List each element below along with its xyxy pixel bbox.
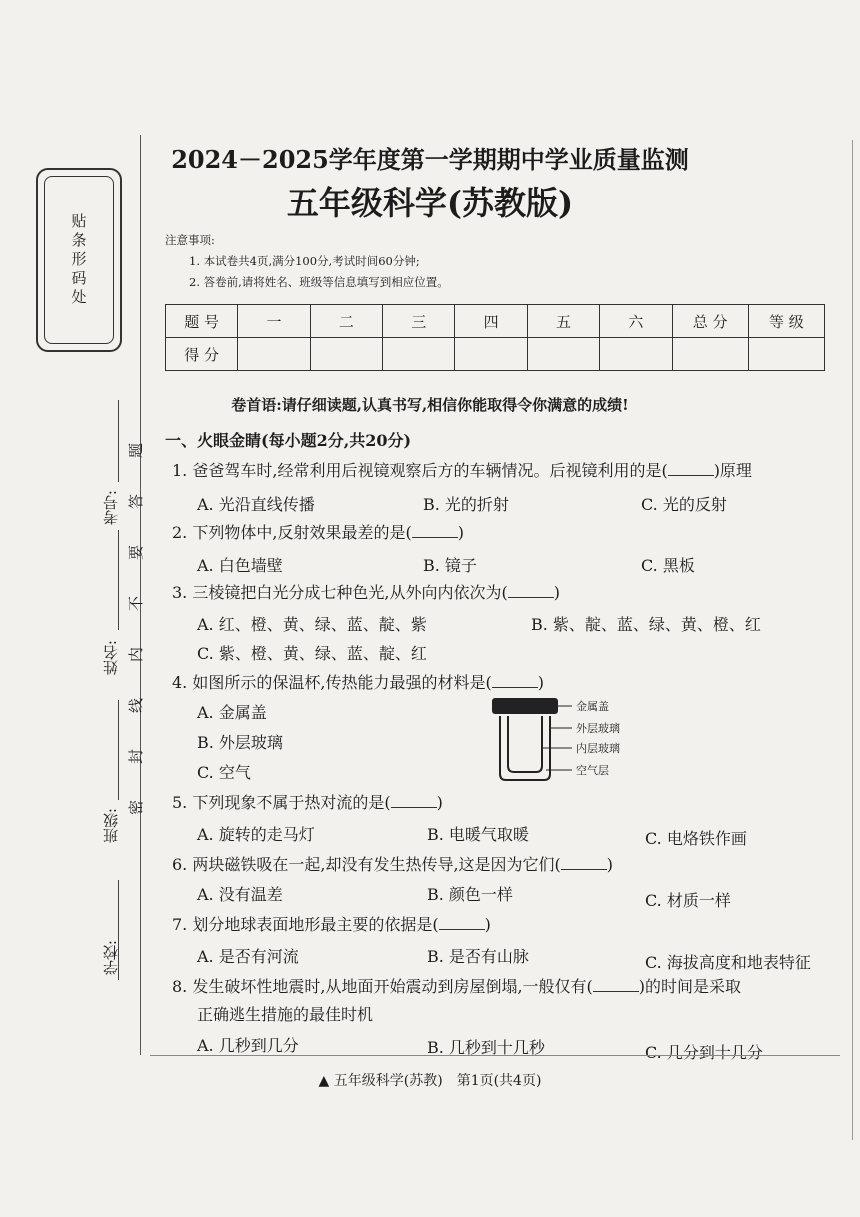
option-a: A. 旋转的走马灯: [197, 825, 315, 844]
thermos-label: 外层玻璃: [576, 722, 620, 735]
note-item: 2. 答卷前,请将姓名、班级等信息填写到相应位置。: [189, 275, 449, 289]
question-stem: 3. 三棱镜把白光分成七种色光,从外向内依次为(: [172, 583, 508, 602]
option-a: A. 几秒到几分: [197, 1036, 299, 1055]
question-stem-end: ): [537, 673, 544, 692]
question-stem: 5. 下列现象不属于热对流的是(: [172, 793, 391, 812]
answer-blank[interactable]: [668, 461, 714, 476]
class-line: [118, 700, 119, 800]
seal-char: 不: [127, 595, 146, 612]
question-stem: 4. 如图所示的保温杯,传热能力最强的材料是(: [172, 673, 492, 692]
class-label: 班级:: [102, 808, 120, 844]
exam-no-field: [100, 490, 121, 529]
table-cell: 一: [238, 305, 310, 338]
thermos-label: 金属盖: [576, 700, 609, 713]
question-2: [172, 520, 464, 543]
page-footer-text: 五年级科学(苏教) 第1页(共4页): [333, 1073, 542, 1089]
table-cell: 三: [383, 305, 455, 338]
score-cell[interactable]: [672, 338, 748, 371]
option-b: B. 紫、靛、蓝、绿、黄、橙、红: [531, 615, 761, 634]
score-cell[interactable]: [455, 338, 527, 371]
option-b: B. 光的折射: [423, 495, 509, 514]
thermos-label: 内层玻璃: [576, 742, 620, 755]
seal-char: 封: [127, 748, 146, 765]
question-8-continued: 正确逃生措施的最佳时机: [197, 1005, 374, 1024]
score-cell[interactable]: [748, 338, 824, 371]
score-cell[interactable]: [527, 338, 599, 371]
option-a: A. 白色墙壁: [197, 556, 283, 575]
option-b: B. 外层玻璃: [197, 733, 283, 752]
name-field: [100, 640, 121, 679]
question-1: [172, 458, 752, 481]
option-c: C. 紫、橙、黄、绿、蓝、靛、红: [197, 644, 427, 663]
question-stem-end: ): [484, 915, 491, 934]
option-b: B. 镜子: [423, 556, 477, 575]
seal-notice: [127, 440, 146, 818]
question-stem: 2. 下列物体中,反射效果最差的是(: [172, 523, 412, 542]
bottom-rule: [150, 1055, 840, 1056]
answer-blank[interactable]: [593, 977, 639, 992]
seal-char: 答: [127, 493, 146, 510]
notes-heading: 注意事项:: [165, 233, 215, 247]
option-b: B. 颜色一样: [427, 885, 513, 904]
school-label: 学校:: [102, 940, 120, 976]
answer-blank[interactable]: [561, 855, 607, 870]
notes: [165, 230, 449, 293]
seal-char: 题: [127, 442, 146, 459]
option-c: C. 黑板: [641, 556, 695, 575]
question-8: [172, 974, 741, 997]
answer-blank[interactable]: [508, 583, 554, 598]
option-b: B. 电暖气取暖: [427, 825, 529, 844]
option-a: A. 红、橙、黄、绿、蓝、靛、紫: [197, 615, 427, 634]
question-stem: 8. 发生破坏性地震时,从地面开始震动到房屋倒塌,一般仅有(: [172, 977, 593, 996]
question-stem-end: )的时间是采取: [638, 977, 742, 996]
score-cell[interactable]: [310, 338, 382, 371]
table-cell: 二: [310, 305, 382, 338]
option-b: B. 几秒到十几秒: [427, 1038, 545, 1057]
mountain-logo-icon: ▲: [318, 1073, 334, 1089]
option-c: C. 海拔高度和地表特征: [645, 953, 811, 972]
answer-blank[interactable]: [391, 793, 437, 808]
thermos-label: 空气层: [576, 764, 609, 777]
question-7: [172, 912, 491, 935]
table-cell: 等 级: [748, 305, 824, 338]
exam-no-label: 考号:: [102, 490, 120, 526]
question-stem: 6. 两块磁铁吸在一起,却没有发生热传导,这是因为它们(: [172, 855, 561, 874]
seal-char: 线: [127, 697, 146, 714]
name-label: 姓名:: [102, 640, 120, 676]
seal-char: 要: [127, 544, 146, 561]
seal-char: 密: [127, 799, 146, 816]
class-field: [100, 808, 121, 847]
option-c: C. 电烙铁作画: [645, 829, 747, 848]
question-5: [172, 790, 443, 813]
name-line: [118, 530, 119, 630]
option-a: A. 光沿直线传播: [197, 495, 315, 514]
table-cell: 五: [527, 305, 599, 338]
option-a: A. 是否有河流: [197, 947, 299, 966]
thermos-diagram: [486, 696, 646, 788]
option-c: C. 几分到十几分: [645, 1043, 763, 1062]
answer-blank[interactable]: [492, 673, 538, 688]
option-c: C. 空气: [197, 763, 251, 782]
question-stem-end: ): [553, 583, 560, 602]
question-stem-end: ): [606, 855, 614, 874]
motto: 卷首语:请仔细读题,认真书写,相信你能取得令你满意的成绩!: [231, 396, 629, 414]
option-c: C. 光的反射: [641, 495, 727, 514]
score-table: [165, 304, 825, 371]
question-stem: 7. 划分地球表面地形最主要的依据是(: [172, 915, 439, 934]
option-c: C. 材质一样: [645, 891, 731, 910]
score-cell[interactable]: [238, 338, 310, 371]
answer-blank[interactable]: [439, 915, 485, 930]
note-item: 1. 本试卷共4页,满分100分,考试时间60分钟;: [189, 254, 420, 268]
exam-subtitle: 五年级科学(苏教版): [286, 184, 574, 222]
score-cell[interactable]: [383, 338, 455, 371]
question-stem-end: ): [457, 523, 464, 542]
score-cell[interactable]: [600, 338, 672, 371]
table-cell: 题 号: [166, 305, 238, 338]
question-4: [172, 670, 544, 693]
score-table-score-row: [166, 338, 825, 371]
table-cell: 得 分: [166, 338, 238, 371]
question-3: [172, 580, 560, 603]
school-line: [118, 880, 119, 980]
option-b: B. 是否有山脉: [427, 947, 529, 966]
option-a: A. 没有温差: [197, 885, 283, 904]
table-cell: 总 分: [672, 305, 748, 338]
footer: [0, 1070, 860, 1090]
score-table-header-row: [166, 305, 825, 338]
thermos-icon: [486, 696, 646, 788]
question-stem-end: )原理: [713, 461, 752, 480]
section-title: 一、火眼金睛(每小题2分,共20分): [165, 431, 412, 450]
barcode-label: 贴条形码处: [69, 212, 88, 308]
right-margin-rule: [852, 140, 853, 1140]
exam-title: 2024－2025学年度第一学期期中学业质量监测: [171, 145, 689, 174]
seal-char: 内: [127, 646, 146, 663]
option-a: A. 金属盖: [197, 703, 267, 722]
question-6: [172, 852, 613, 875]
question-stem: 1. 爸爸驾车时,经常利用后视镜观察后方的车辆情况。后视镜利用的是(: [172, 461, 668, 480]
table-cell: 四: [455, 305, 527, 338]
question-stem-end: ): [436, 793, 443, 812]
answer-blank[interactable]: [412, 523, 458, 538]
table-cell: 六: [600, 305, 672, 338]
